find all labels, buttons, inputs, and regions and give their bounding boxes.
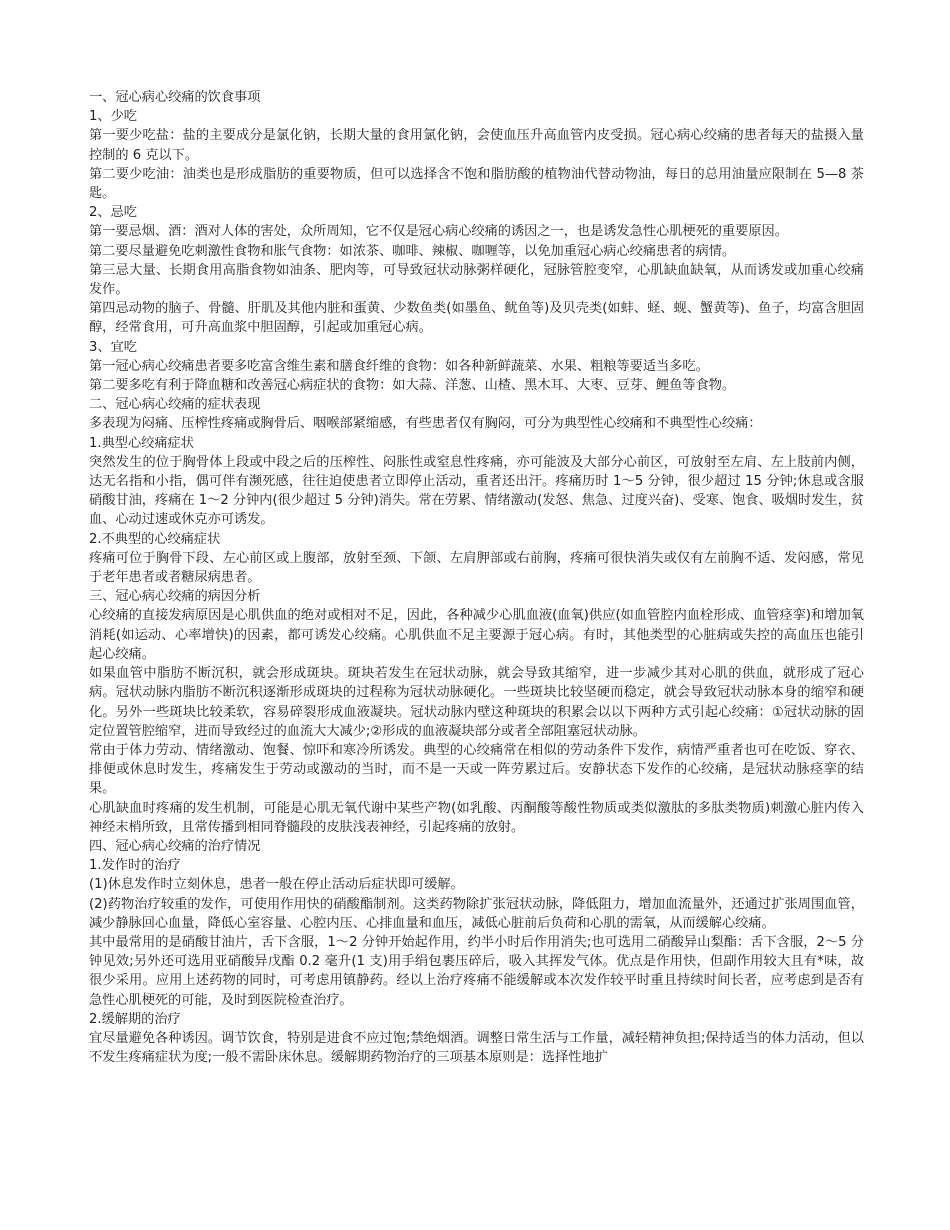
subheading-acute-treatment: 1.发作时的治疗 (89, 858, 181, 874)
section-heading-diet: 一、冠心病心绞痛的饮食事项 (89, 90, 261, 105)
section-heading-treatment: 四、冠心病心绞痛的治疗情况 (89, 838, 261, 854)
paragraph-medication: (2)药物治疗较重的发作，可使用作用快的硝酸酯制剂。这类药物除扩张冠状动脉，降低阻力，增加血流量外，还通过扩张周围血管，减少静脉回心血量，降低心室容量、心腔内压、心排血量和血压，减低心脏前后负荷和心肌的需氧，从而缓解心绞痛。 (89, 896, 864, 931)
section-heading-symptoms: 二、冠心病心绞痛的症状表现 (89, 397, 261, 413)
subheading-avoid: 2、忌吃 (89, 205, 137, 221)
paragraph-high-fat: 第三忌大量、长期食用高脂食物如油条、肥肉等，可导致冠状动脉粥样硬化，冠脉管腔变窄，心肌缺血缺氧，从而诱发或加重心绞痛发作。 (89, 262, 864, 298)
subheading-recommended: 3、宜吃 (89, 339, 137, 355)
paragraph-atypical-symptoms: 疼痛可位于胸骨下段、左心前区或上腹部，放射至颈、下颌、左肩胛部或右前胸，疼痛可很快消失或仅有左前胸不适、发闷感，常见于老年患者或者糖尿病患者。 (89, 550, 864, 586)
paragraph-lowering-foods: 第二要多吃有利于降血糖和改善冠心病症状的食物：如大蒜、洋葱、山楂、黑木耳、大枣、豆芽、鲤鱼等食物。 (89, 378, 736, 394)
paragraph-mechanism: 心肌缺血时疼痛的发生机制，可能是心肌无氧代谢中某些产物(如乳酸、丙酮酸等酸性物质或类似激肽的多肽类物质)刺激心脏内传入神经末梢所致，且常传播到相同脊髓段的皮肤浅表神经，引起疼痛的放射。 (89, 800, 864, 835)
paragraph-rest: (1)休息发作时立刻休息，患者一般在停止活动后症状即可缓解。 (89, 877, 464, 893)
section-heading-causes: 三、冠心病心绞痛的病因分析 (89, 589, 261, 605)
paragraph-organ-meats: 第四忌动物的脑子、骨髓、肝肌及其他内脏和蛋黄、少数鱼类(如墨鱼、鱿鱼等)及贝壳类(如蚌、蛏、蚬、蟹黄等)、鱼子，均富含胆固醇，经常食用，可升高血浆中胆固醇，引起或加重冠心病。 (89, 301, 864, 336)
paragraph-nitroglycerin: 其中最常用的是硝酸甘油片，舌下含服，1～2 分钟开始起作用，约半小时后作用消失;也可选用二硝酸异山梨酯：舌下含服，2～5 分钟见效;另外还可选用亚硝酸异戊酯 0.2 毫升(1 支)用手绢包裹压碎后，吸入其挥发气体。优点是作用快，但副作用较大且有*味，故很少采用。应用上述药物的同时，可考虑用镇静药。经以上治疗疼痛不能缓解或本次发作较平时重且持续时间长者，应考虑到是否有急性心肌梗死的可能，及时到医院检查治疗。 (89, 934, 864, 1008)
document-page (89, 88, 864, 1067)
paragraph-typical-symptoms: 突然发生的位于胸骨体上段或中段之后的压榨性、闷胀性或窒息性疼痛，亦可能波及大部分心前区，可放射至左肩、左上肢前内侧，达无名指和小指，偶可伴有濒死感，往往迫使患者立即停止活动，重者还出汗。疼痛历时 1～5 分钟，很少超过 15 分钟;休息或含服硝酸甘油，疼痛在 1～2 分钟内(很少超过 5 分钟)消失。常在劳累、情绪激动(发怒、焦急、过度兴奋)、受寒、饱食、吸烟时发生，贫血、心动过速或休克亦可诱发。 (89, 454, 864, 528)
subheading-atypical: 2.不典型的心绞痛症状 (89, 531, 221, 547)
paragraph-oil: 第二要少吃油：油类也是形成脂肪的重要物质，但可以选择含不饱和脂肪酸的植物油代替动物油，每日的总用油量应限制在 5—8 茶匙。 (89, 166, 864, 202)
paragraph-remission: 宜尽量避免各种诱因。调节饮食，特别是进食不应过饱;禁绝烟酒。调整日常生活与工作量，减轻精神负担;保持适当的体力活动，但以不发生疼痛症状为度;一般不需卧床休息。缓解期药物治疗的三项基本原则是：选择性地扩 (89, 1030, 864, 1066)
paragraph-tobacco-alcohol: 第一要忌烟、酒：酒对人体的害处，众所周知，它不仅是冠心病心绞痛的诱因之一，也是诱发急性心肌梗死的重要原因。 (89, 224, 788, 240)
paragraph-triggers: 常由于体力劳动、情绪激动、饱餐、惊吓和寒冷所诱发。典型的心绞痛常在相似的劳动条件下发作，病情严重者也可在吃饭、穿衣、排便或休息时发生，疼痛发生于劳动或激动的当时，而不是一天或一阵劳累过后。安静状态下发作的心绞痛，是冠状动脉痉挛的结果。 (89, 742, 864, 797)
paragraph-plaque: 如果血管中脂肪不断沉积，就会形成斑块。斑块若发生在冠状动脉，就会导致其缩窄，进一步减少其对心肌的供血，就形成了冠心病。冠状动脉内脂肪不断沉积逐渐形成斑块的过程称为冠状动脉硬化。一些斑块比较坚硬而稳定，就会导致冠状动脉本身的缩窄和硬化。另外一些斑块比较柔软，容易碎裂形成血液凝块。冠状动脉内壁这种斑块的积累会以以下两种方式引起心绞痛：①冠状动脉的固定位置管腔缩窄，进而导致经过的血流大大减少;②形成的血液凝块部分或者全部阻塞冠状动脉。 (89, 666, 864, 739)
paragraph-irritating-food: 第二要尽量避免吃刺激性食物和胀气食物：如浓茶、咖啡、辣椒、咖喱等，以免加重冠心病心绞痛患者的病情。 (89, 243, 736, 259)
subheading-typical: 1.典型心绞痛症状 (89, 435, 194, 451)
paragraph-symptoms-intro: 多表现为闷痛、压榨性疼痛或胸骨后、咽喉部紧缩感，有些患者仅有胸闷，可分为典型性心绞痛和不典型性心绞痛： (89, 416, 762, 432)
paragraph-vitamins-fiber: 第一冠心病心绞痛患者要多吃富含维生素和膳食纤维的食物：如各种新鲜蔬菜、水果、粗粮等要适当多吃。 (89, 358, 709, 374)
paragraph-direct-cause: 心绞痛的直接发病原因是心肌供血的绝对或相对不足，因此，各种减少心肌血液(血氧)供应(如血管腔内血栓形成、血管痉挛)和增加氧消耗(如运动、心率增快)的因素，都可诱发心绞痛。心肌供血不足主要源于冠心病。有时，其他类型的心脏病或失控的高血压也能引起心绞痛。 (89, 608, 864, 662)
subheading-eat-less: 1、少吃 (89, 109, 137, 125)
subheading-remission-treatment: 2.缓解期的治疗 (89, 1011, 181, 1027)
paragraph-salt: 第一要少吃盐：盐的主要成分是氯化钠，长期大量的食用氯化钠，会使血压升高血管内皮受损。冠心病心绞痛的患者每天的盐摄入量控制的 6 克以下。 (89, 128, 864, 163)
